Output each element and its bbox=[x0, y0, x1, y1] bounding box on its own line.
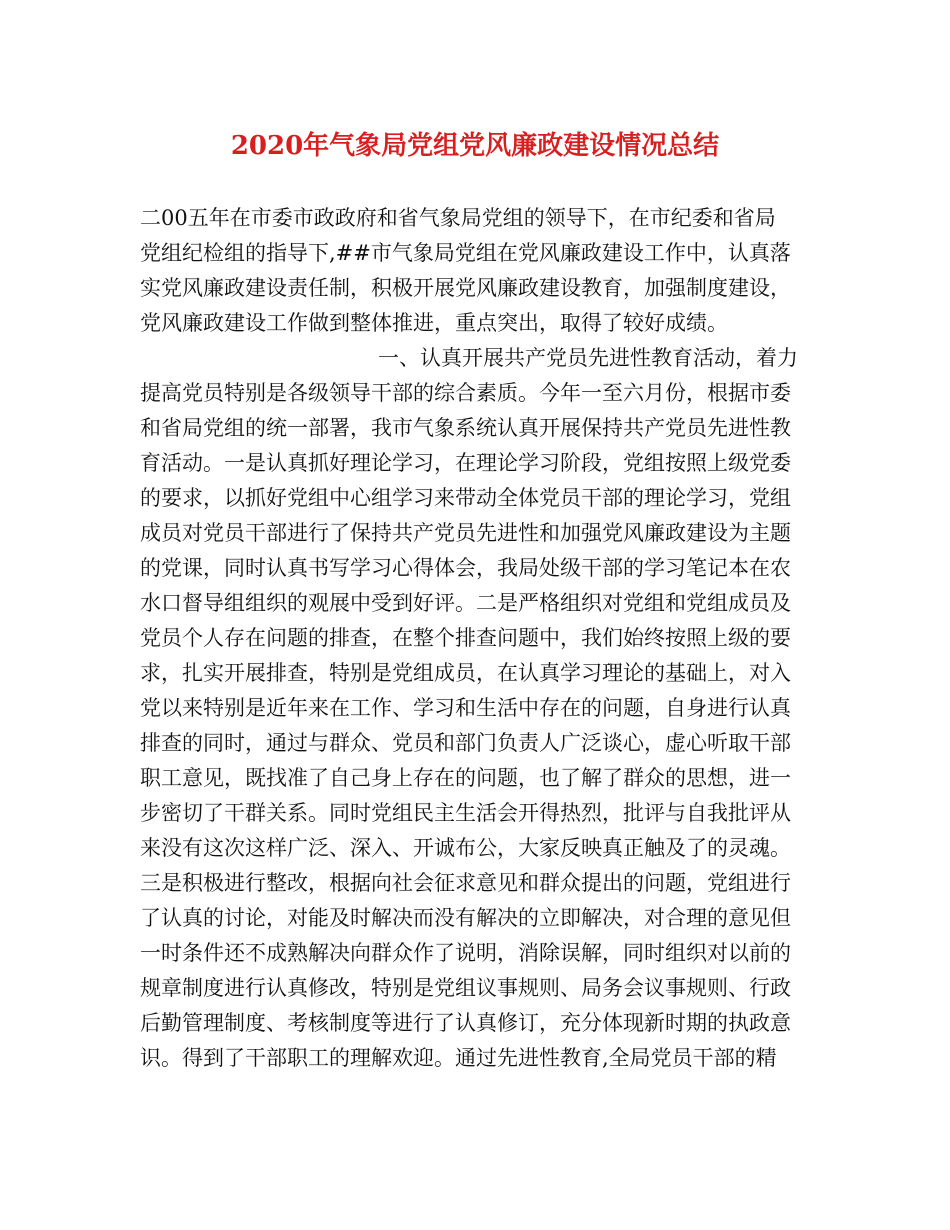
body-line: 二00五年在市委市政政府和省气象局党组的领导下，在市纪委和省局 bbox=[140, 206, 776, 230]
body-line: 党组纪检组的指导下,##市气象局党组在党风廉政建设工作中，认真落 bbox=[140, 241, 791, 265]
body-line: 的党课，同时认真书写学习心得体会，我局处级干部的学习笔记本在农 bbox=[140, 556, 791, 580]
body-line: 育活动。一是认真抓好理论学习，在理论学习阶段，党组按照上级党委 bbox=[140, 451, 791, 475]
document-title: 2020年气象局党组党风廉政建设情况总结 bbox=[230, 131, 720, 161]
body-line: 提高党员特别是各级领导干部的综合素质。今年一至六月份，根据市委 bbox=[140, 381, 791, 405]
body-line: 来没有这次这样广泛、深入、开诚布公，大家反映真正触及了的灵魂。 bbox=[140, 836, 791, 860]
body-line: 识。得到了干部职工的理解欢迎。通过先进性教育,全局党员干部的精 bbox=[140, 1046, 777, 1070]
body-line: 成员对党员干部进行了保持共产党员先进性和加强党风廉政建设为主题 bbox=[140, 521, 791, 545]
body-line: 党风廉政建设工作做到整体推进，重点突出，取得了较好成绩。 bbox=[140, 311, 728, 335]
body-line: 了认真的讨论，对能及时解决而没有解决的立即解决，对合理的意见但 bbox=[140, 906, 791, 930]
body-line: 步密切了干群关系。同时党组民主生活会开得热烈，批评与自我批评从 bbox=[140, 801, 791, 825]
body-line: 后勤管理制度、考核制度等进行了认真修订，充分体现新时期的执政意 bbox=[140, 1011, 791, 1035]
body-line: 规章制度进行认真修改，特别是党组议事规则、局务会议事规则、行政 bbox=[140, 976, 791, 1000]
body-line: 党以来特别是近年来在工作、学习和生活中存在的问题，自身进行认真 bbox=[140, 696, 791, 720]
body-line: 的要求，以抓好党组中心组学习来带动全体党员干部的理论学习，党组 bbox=[140, 486, 791, 510]
body-line: 实党风廉政建设责任制，积极开展党风廉政建设教育，加强制度建设， bbox=[140, 276, 791, 300]
body-line: 职工意见，既找准了自己身上存在的问题，也了解了群众的思想，进一 bbox=[140, 766, 791, 790]
body-line: 三是积极进行整改，根据向社会征求意见和群众提出的问题，党组进行 bbox=[140, 871, 791, 895]
body-line: 党员个人存在问题的排查，在整个排查问题中，我们始终按照上级的要 bbox=[140, 626, 791, 650]
body-line: 和省局党组的统一部署，我市气象系统认真开展保持共产党员先进性教 bbox=[140, 416, 791, 440]
body-line: 水口督导组组织的观展中受到好评。二是严格组织对党组和党组成员及 bbox=[140, 591, 791, 615]
document-body bbox=[140, 201, 816, 1076]
body-line: 求，扎实开展排查，特别是党组成员，在认真学习理论的基础上，对入 bbox=[140, 661, 791, 685]
body-line: 一时条件还不成熟解决向群众作了说明，消除误解，同时组织对以前的 bbox=[140, 941, 791, 965]
section-heading-line: 一、认真开展共产党员先进性教育活动，着力 bbox=[378, 346, 798, 370]
body-line: 排查的同时，通过与群众、党员和部门负责人广泛谈心，虚心听取干部 bbox=[140, 731, 791, 755]
